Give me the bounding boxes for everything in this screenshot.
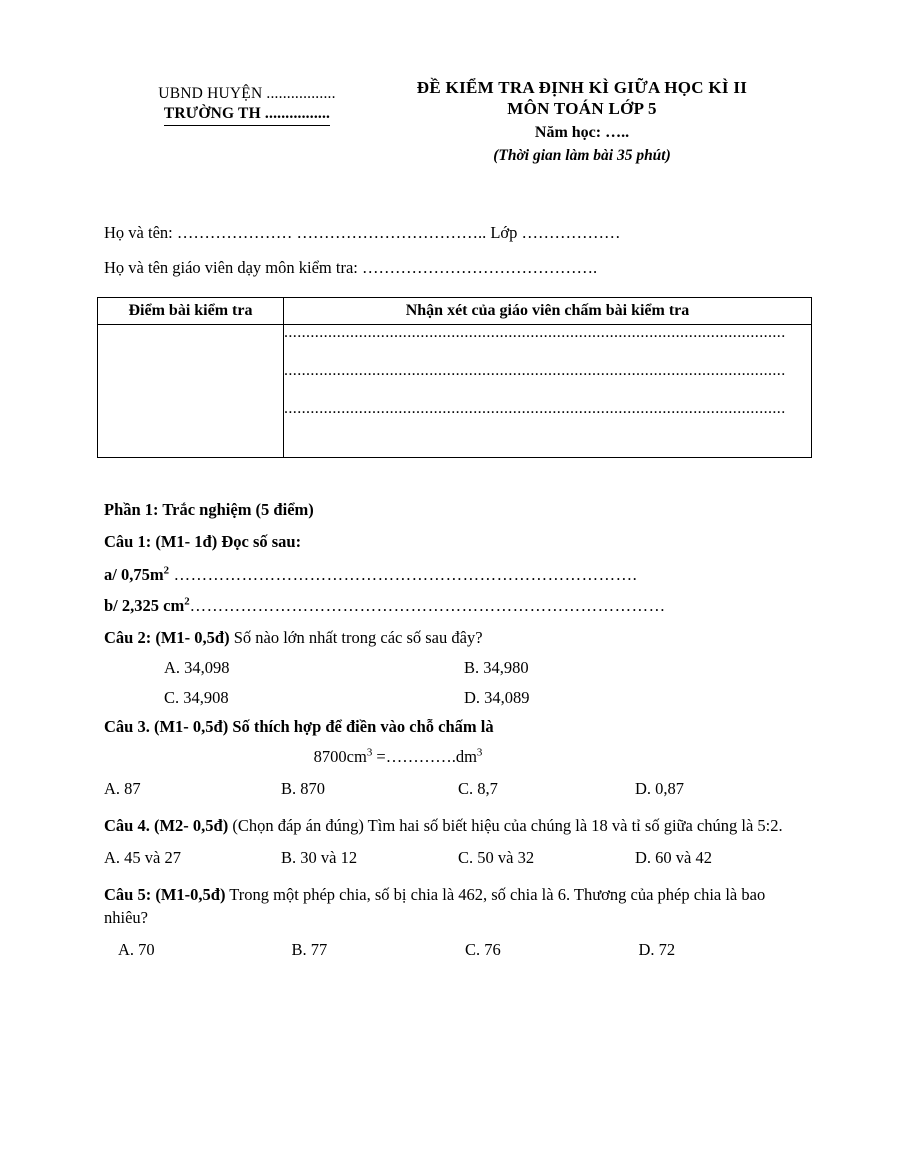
question-1-item-a-answer-blank[interactable]: ……………………………………………………………………….: [169, 564, 638, 584]
teacher-name-line: Họ và tên giáo viên dạy môn kiểm tra: …………………………………….: [104, 258, 598, 277]
student-name-line: Họ và tên: ………………… …………………………….. Lớp ………………: [104, 223, 621, 242]
table-body-row: [98, 325, 812, 458]
school-year-text: Năm học: …..: [534, 124, 630, 142]
school-name-text: TRƯỜNG TH ................: [164, 104, 330, 126]
question-4: [104, 814, 812, 837]
question-1-item-a-label: a/ 0,75m: [104, 564, 164, 584]
question-3: [104, 715, 812, 738]
school-identification: [122, 84, 372, 126]
question-3-equation-left: 8700cm: [313, 747, 367, 767]
question-3-equation-blank[interactable]: =………….dm: [372, 747, 477, 767]
question-3-options: [104, 777, 812, 800]
exam-title-block: [352, 78, 812, 166]
question-4-option-b[interactable]: B. 30 và 12: [281, 847, 358, 867]
exam-title-line1: ĐỀ KIỂM TRA ĐỊNH KÌ GIỮA HỌC KÌ II: [416, 78, 748, 97]
question-2-option-c[interactable]: C. 34,908: [164, 687, 229, 707]
question-2: [104, 626, 812, 649]
question-2-text: Số nào lớn nhất trong các số sau đây?: [229, 627, 483, 647]
question-4-option-d[interactable]: D. 60 và 42: [635, 847, 712, 867]
question-3-option-c[interactable]: C. 8,7: [458, 778, 498, 798]
question-5-options: [104, 938, 812, 961]
question-3-option-b[interactable]: B. 870: [281, 778, 326, 798]
question-1: [104, 530, 812, 553]
question-3-equation-right-exponent: 3: [476, 746, 483, 759]
question-1-item-b-answer-blank[interactable]: …………………………………………………………………………: [189, 596, 666, 616]
question-1-item-b-label: b/ 2,325 cm: [104, 596, 185, 616]
question-4-option-c[interactable]: C. 50 và 32: [458, 847, 535, 867]
score-and-comment-table: [97, 297, 812, 458]
exam-duration-text: (Thời gian làm bài 35 phút): [493, 146, 671, 164]
question-4-options: [104, 846, 812, 869]
question-3-equation: [104, 745, 812, 768]
question-5-option-c[interactable]: C. 76: [465, 939, 501, 959]
table-header-row: [98, 298, 812, 325]
question-1-label: Câu 1: (M1- 1đ): [104, 532, 218, 552]
question-1-text: Đọc số sau:: [217, 532, 302, 552]
question-5: [104, 883, 812, 930]
document-header: [97, 78, 812, 188]
question-5-label: Câu 5: (M1-0,5đ): [104, 885, 226, 905]
exam-content: [104, 498, 812, 967]
question-2-option-a[interactable]: A. 34,098: [164, 658, 230, 678]
question-1-item-b[interactable]: [104, 594, 812, 617]
question-2-option-d[interactable]: D. 34,089: [464, 687, 530, 707]
school-authority-text: UBND HUYỆN .................: [158, 85, 336, 102]
question-4-option-a[interactable]: A. 45 và 27: [104, 847, 181, 867]
score-entry-cell[interactable]: [98, 325, 284, 458]
question-2-option-b[interactable]: B. 34,980: [464, 658, 529, 678]
question-2-options-row-2: [104, 686, 812, 709]
question-3-option-a[interactable]: A. 87: [104, 778, 141, 798]
question-3-label: Câu 3. (M1- 0,5đ): [104, 716, 229, 736]
question-5-option-d[interactable]: D. 72: [638, 939, 676, 959]
question-4-text: (Chọn đáp án đúng) Tìm hai số biết hiệu của chúng là 18 và tỉ số giữa chúng là 5:2.: [228, 816, 783, 836]
comment-dotted-line: ..................................................................................................................: [284, 400, 786, 417]
question-2-label: Câu 2: (M1- 0,5đ): [104, 627, 230, 647]
question-4-label: Câu 4. (M2- 0,5đ): [104, 816, 229, 836]
score-column-header: Điểm bài kiểm tra: [98, 298, 284, 325]
question-1-item-a-exponent: 2: [163, 564, 170, 577]
question-2-options-row-1: [104, 656, 812, 679]
question-3-text: Số thích hợp để điền vào chỗ chấm là: [228, 716, 494, 736]
comment-column-header: Nhận xét của giáo viên chấm bài kiểm tra: [284, 298, 812, 325]
question-1-item-a[interactable]: [104, 563, 812, 586]
question-3-option-d[interactable]: D. 0,87: [635, 778, 685, 798]
comment-entry-cell[interactable]: [284, 325, 812, 458]
question-5-option-b[interactable]: B. 77: [291, 939, 328, 959]
comment-dotted-line: ..................................................................................................................: [284, 362, 786, 379]
question-1-item-b-exponent: 2: [184, 595, 190, 608]
question-5-text: Trong một phép chia, số bị chia là 462, số chia là 6. Thương của phép chia là bao nhiêu?: [104, 885, 766, 928]
question-3-equation-left-exponent: 3: [366, 746, 373, 759]
question-5-option-a[interactable]: A. 70: [118, 939, 155, 959]
exam-title-line2: MÔN TOÁN LỚP 5: [507, 98, 657, 118]
part1-heading: Phần 1: Trắc nghiệm (5 điểm): [104, 500, 314, 519]
comment-dotted-line: ..................................................................................................................: [284, 325, 786, 341]
